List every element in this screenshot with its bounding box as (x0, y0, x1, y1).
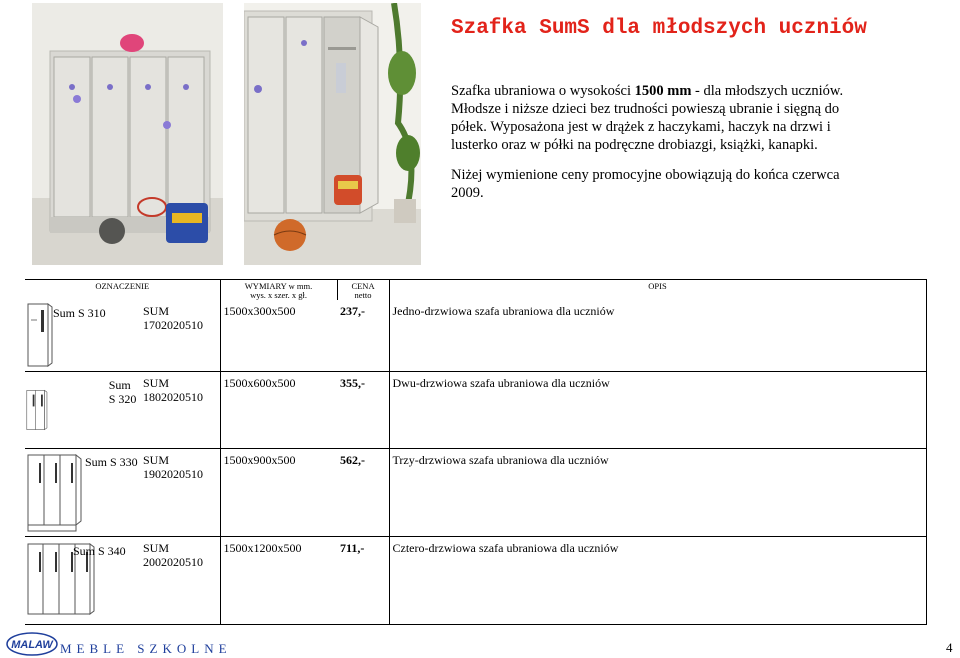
product-code: SUM 1902020510 (140, 448, 220, 536)
product-table (25, 279, 927, 625)
product-name: Sum S 320 (108, 377, 137, 406)
product-description-cell: Cztero-drzwiowa szafa ubraniowa dla uczniów (389, 536, 926, 624)
product-description (451, 82, 846, 202)
product-price: 355,- (337, 371, 389, 448)
table-header-row (25, 280, 926, 301)
column-header-description: OPIS (389, 280, 926, 301)
product-cell (25, 448, 140, 536)
company-logo (6, 632, 58, 656)
product-dimensions: 1500x1200x500 (220, 536, 337, 624)
product-name: Sum S 310 (53, 306, 106, 321)
product-description-cell: Jedno-drzwiowa szafa ubraniowa dla uczniów (389, 300, 926, 371)
table-row (25, 371, 926, 448)
table-row (25, 536, 926, 624)
svg-text:MALAW: MALAW (11, 639, 53, 651)
column-header-dimensions: WYMIARY w mm. wys. x szer. x gł. (220, 280, 337, 301)
product-price: 237,- (337, 300, 389, 371)
product-dimensions: 1500x600x500 (220, 371, 337, 448)
product-code: SUM 1802020510 (140, 371, 220, 448)
product-photo-open-locker (244, 3, 421, 265)
height-highlight: 1500 mm (634, 83, 692, 99)
product-code: SUM 1702020510 (140, 300, 220, 371)
product-dimensions: 1500x300x500 (220, 300, 337, 371)
table-row (25, 300, 926, 371)
table-row (25, 448, 926, 536)
product-name: Sum S 330 (85, 455, 138, 469)
product-cell (25, 371, 140, 448)
product-cell (25, 536, 140, 624)
product-description-cell: Dwu-drzwiowa szafa ubraniowa dla uczniów (389, 371, 926, 448)
product-dimensions: 1500x900x500 (220, 448, 337, 536)
column-header-designation: OZNACZENIE (25, 280, 220, 301)
page-number: 4 (946, 640, 953, 655)
footer-brand: MEBLE SZKOLNE (60, 641, 232, 656)
promo-note: Niżej wymienione ceny promocyjne obowiązują do końca czerwca 2009. (451, 167, 840, 201)
product-code: SUM 2002020510 (140, 536, 220, 624)
page-title: Szafka SumS dla młodszych uczniów (451, 17, 867, 40)
intro-paragraph: Szafka ubraniowa o wysokości 1500 mm - dla młodszych uczniów. Młodsze i niższe dzieci bez trudności powieszą ubranie i sięgną do półek. Wyposażona jest w drążek z haczykami, haczyk na drzwi i lusterko oraz w półki na podręczne drobiazgi, książki, kanapki. (451, 83, 844, 153)
product-description-cell: Trzy-drzwiowa szafa ubraniowa dla uczniów (389, 448, 926, 536)
product-price: 562,- (337, 448, 389, 536)
product-cell (25, 300, 140, 371)
product-photo-lockers-with-balls (32, 3, 223, 265)
column-header-price: CENA netto (337, 280, 389, 301)
product-name: Sum S 340 (73, 544, 126, 558)
product-price: 711,- (337, 536, 389, 624)
